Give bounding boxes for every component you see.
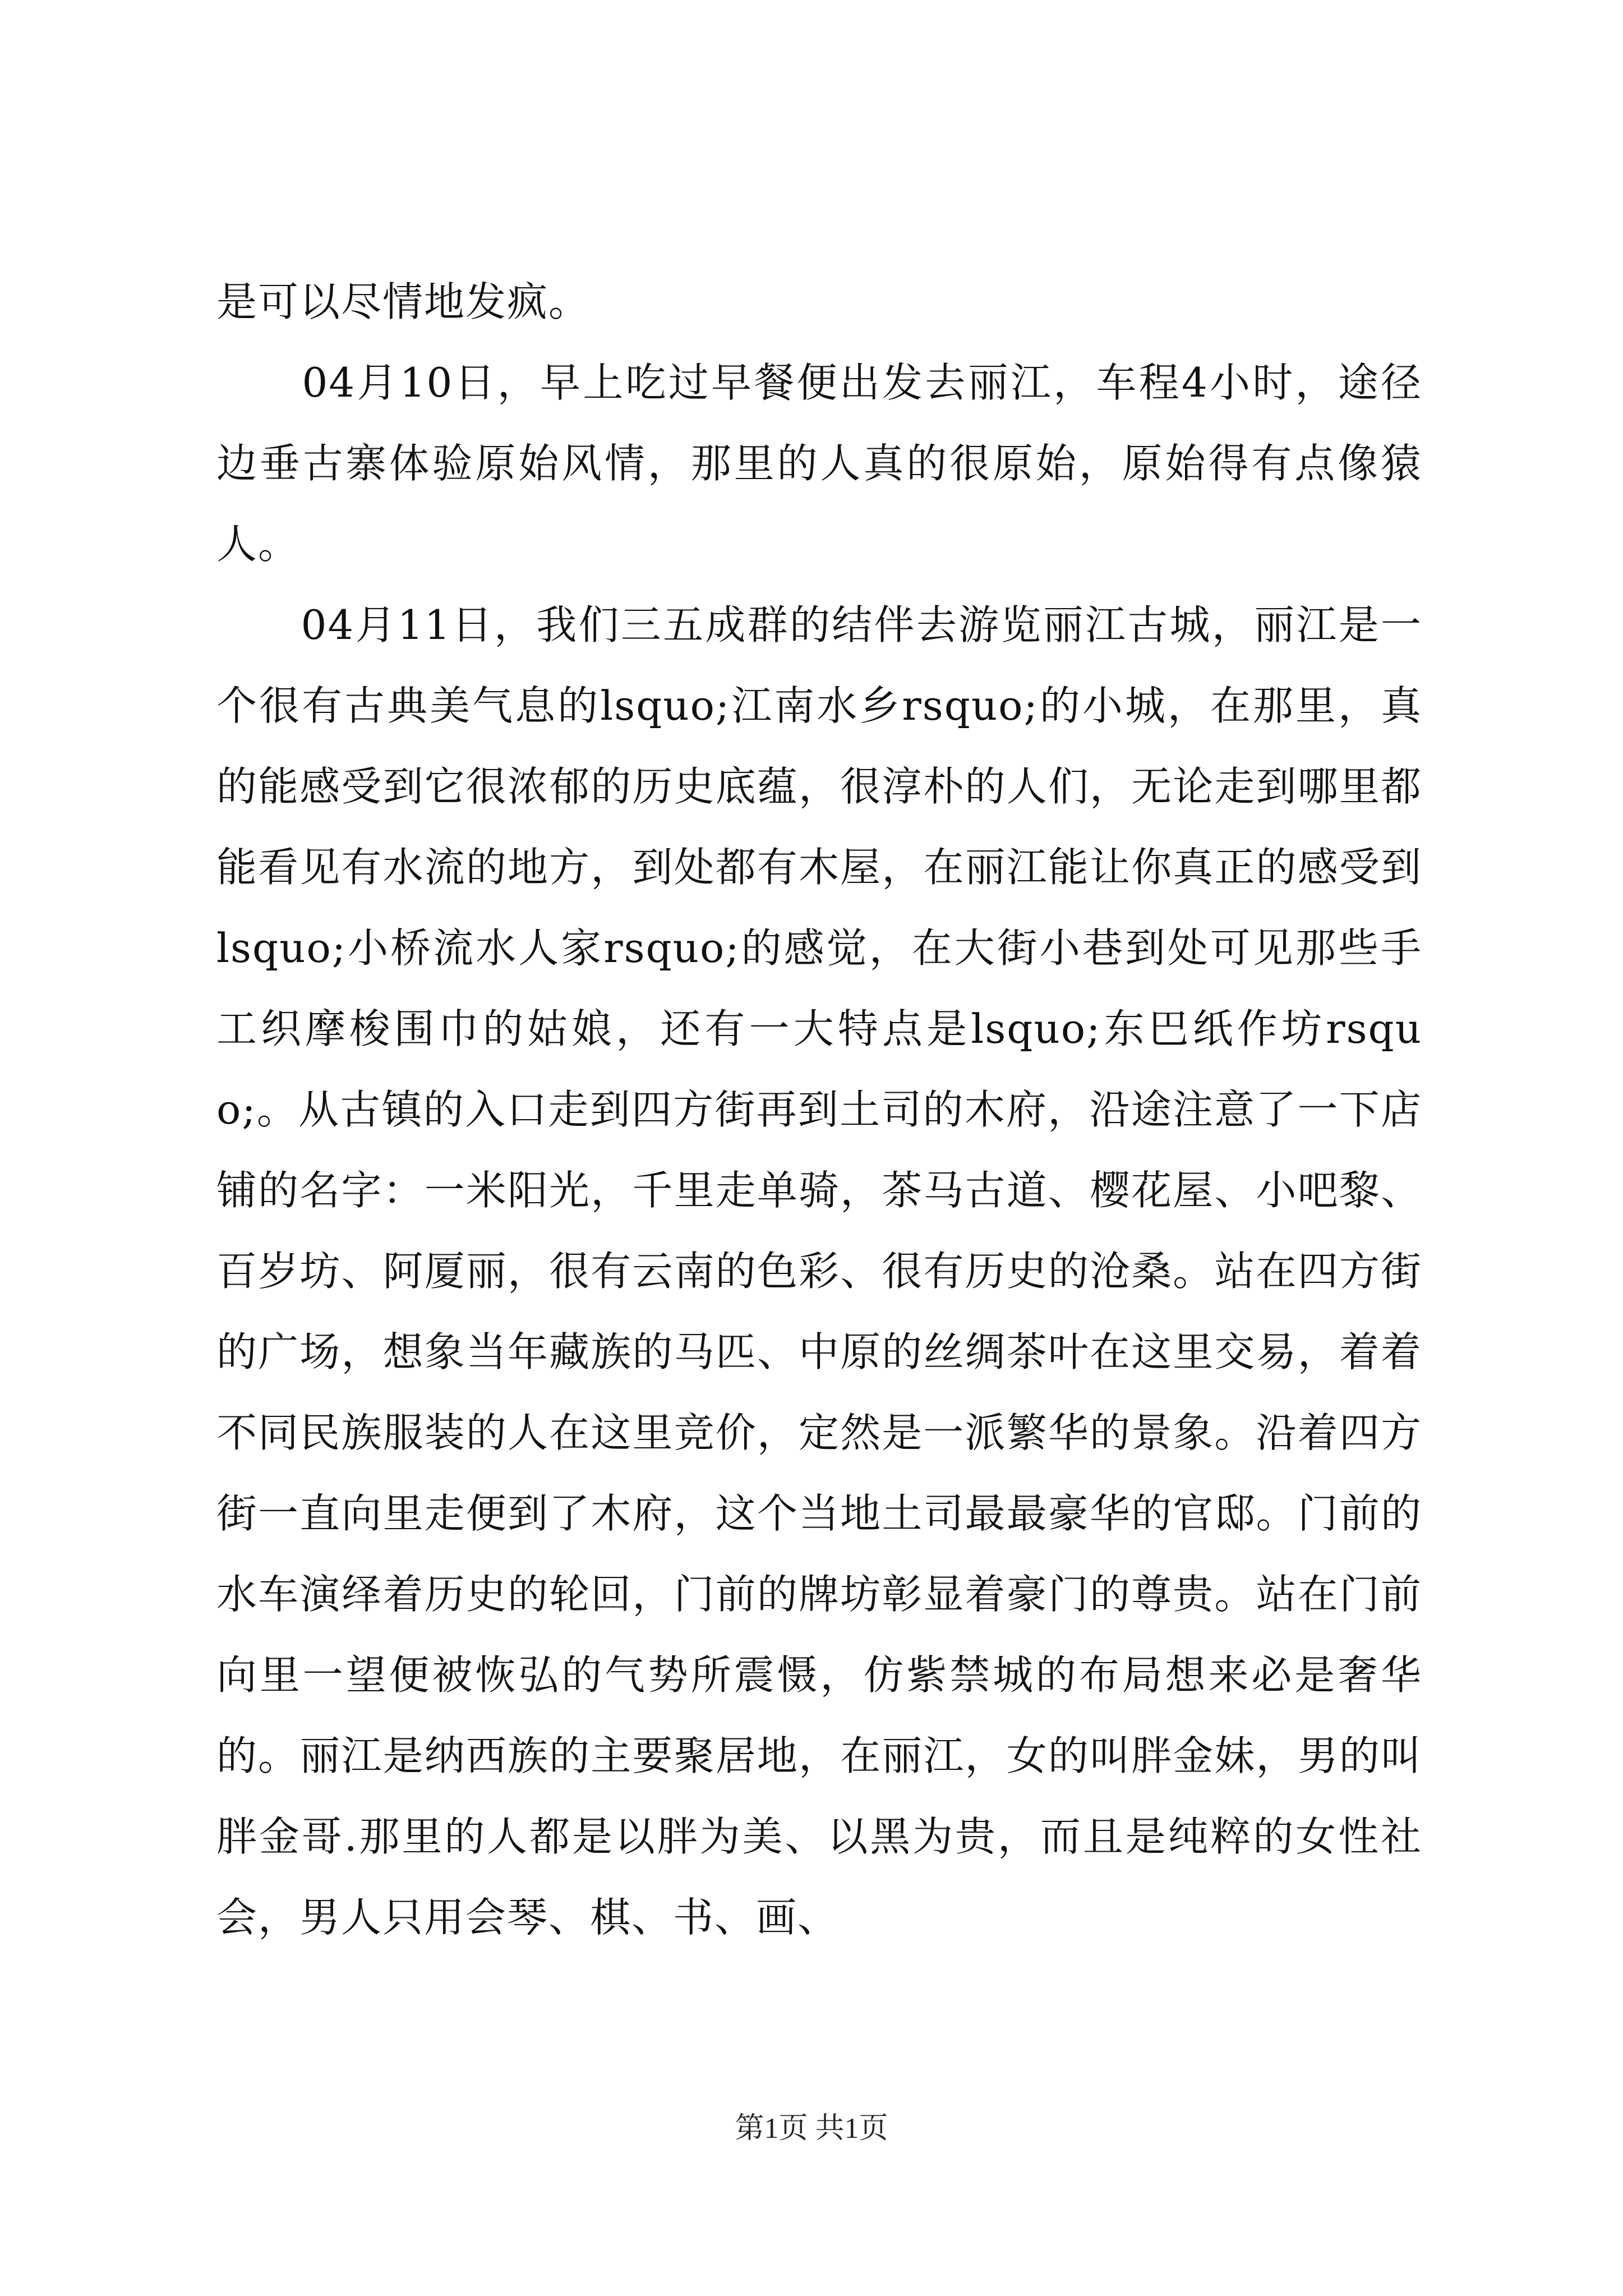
document-body	[216, 261, 1422, 1958]
paragraph-april-10: 04月10日，早上吃过早餐便出发去丽江，车程4小时，途径边垂古寨体验原始风情，那里的人真的很原始，原始得有点像猿人。	[216, 359, 1422, 568]
paragraph-continuation: 是可以尽情地发疯。	[216, 278, 591, 325]
page-number-footer: 第1页 共1页	[735, 2113, 888, 2145]
paragraph-april-11: 04月11日，我们三五成群的结伴去游览丽江古城，丽江是一个很有古典美气息的lsquo;江南水乡rsquo;的小城，在那里，真的能感受到它很浓郁的历史底蕴，很淳朴的人们，无论走到哪里都能看见有水流的地方，到处都有木屋，在丽江能让你真正的感受到lsquo;小桥流水人家rsquo;的感觉，在大街小巷到处可见那些手工织摩梭围巾的姑娘，还有一大特点是lsquo;东巴纸作坊rsquo;。从古镇的入口走到四方街再到土司的木府，沿途注意了一下店铺的名字：一米阳光，千里走单骑，茶马古道、樱花屋、小吧黎、百岁坊、阿厦丽，很有云南的色彩、很有历史的沧桑。站在四方街的广场，想象当年藏族的马匹、中原的丝绸茶叶在这里交易，着着不同民族服装的人在这里竞价，定然是一派繁华的景象。沿着四方街一直向里走便到了木府，这个当地土司最最豪华的官邸。门前的水车演绎着历史的轮回，门前的牌坊彰显着豪门的尊贵。站在门前向里一望便被恢弘的气势所震慑，仿紫禁城的布局想来必是奢华的。丽江是纳西族的主要聚居地，在丽江，女的叫胖金妹，男的叫胖金哥.那里的人都是以胖为美、以黑为贵，而且是纯粹的女性社会，男人只用会琴、棋、书、画、	[216, 601, 1422, 1941]
